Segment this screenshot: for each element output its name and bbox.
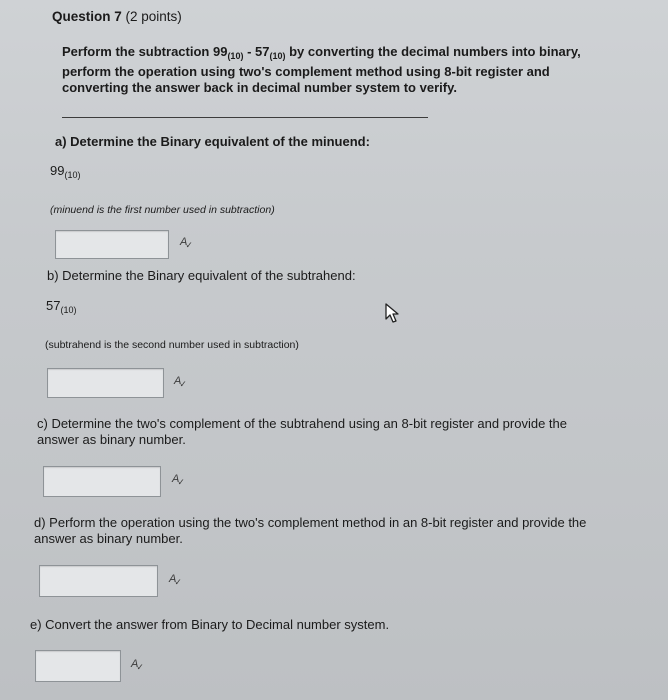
part-a-label: a) Determine the Binary equivalent of the minuend: <box>55 134 370 149</box>
part-b-answer-input[interactable] <box>47 368 164 398</box>
part-a-answer-input[interactable] <box>55 230 169 259</box>
part-b-number: $57_{(10)}$ <box>46 298 77 315</box>
divider <box>62 117 428 118</box>
question-number: Question 7 <box>52 9 122 24</box>
spellcheck-icon[interactable]: $A_✓$ <box>131 658 144 672</box>
part-a-note: (minuend is the first number used in subtraction) <box>50 204 275 216</box>
part-c-label: c) Determine the two's complement of the subtrahend using an 8-bit register and provide the answer as binary number. <box>37 416 567 447</box>
part-e-answer-input[interactable] <box>35 650 121 682</box>
part-d-label: d) Perform the operation using the two's complement method in an 8-bit register and provide the answer as binary number. <box>34 515 587 546</box>
part-e-label: e) Convert the answer from Binary to Decimal number system. <box>30 617 390 632</box>
spellcheck-icon[interactable]: $A_✓$ <box>172 473 185 487</box>
spellcheck-icon[interactable]: $A_✓$ <box>169 573 182 587</box>
mouse-pointer-icon <box>384 302 402 324</box>
part-b-note: (subtrahend is the second number used in subtraction) <box>45 339 299 351</box>
part-b-label: b) Determine the Binary equivalent of the subtrahend: <box>47 268 356 283</box>
spellcheck-icon[interactable]: $A_✓$ <box>180 236 193 250</box>
part-d-answer-input[interactable] <box>39 565 158 597</box>
question-points: (2 points) <box>125 9 182 24</box>
part-c-answer-input[interactable] <box>43 466 161 497</box>
spellcheck-icon[interactable]: $A_✓$ <box>174 375 187 389</box>
part-a-number: $99_{(10)}$ <box>50 163 81 180</box>
question-title <box>52 9 182 24</box>
question-prompt: Perform the subtraction $99_{(10)} - 57_{(10)}$ by converting the decimal numbers into binary, perform the operation using two's complement method using 8-bit register and converting the answer back in decimal number system to verify. <box>62 44 581 95</box>
